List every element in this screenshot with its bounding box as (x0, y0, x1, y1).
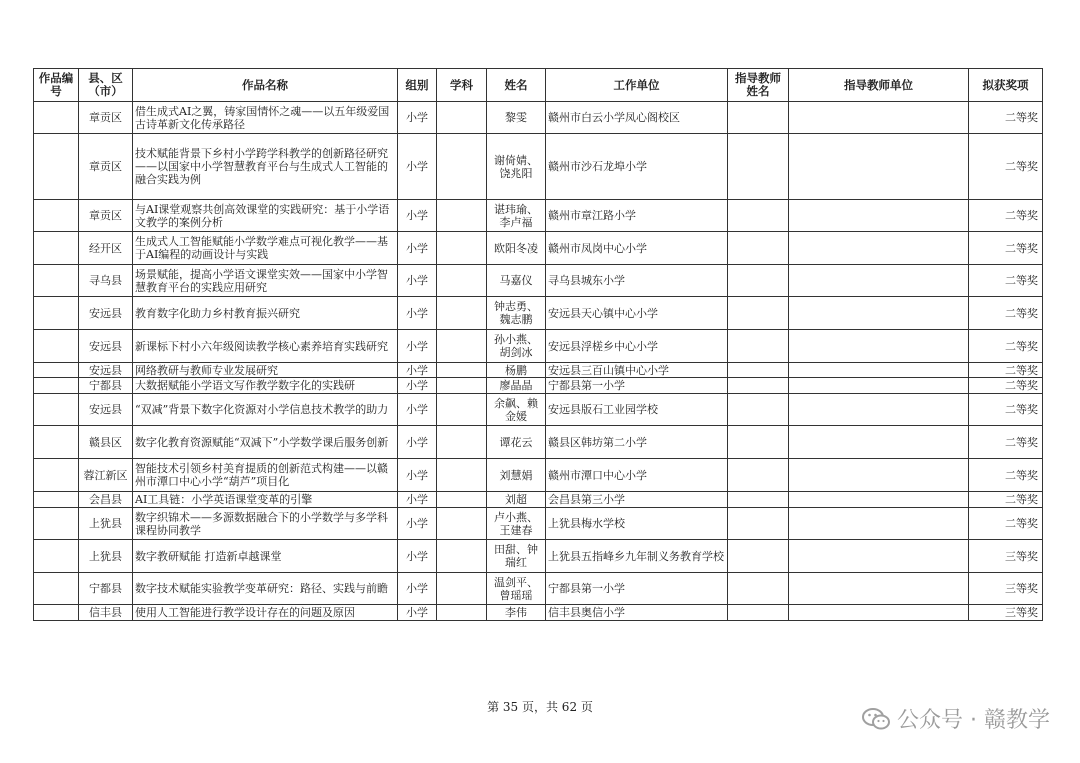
cell-name: 廖晶晶 (487, 378, 546, 394)
cell-teacher-name (728, 200, 789, 232)
cell-unit: 上犹县梅水学校 (546, 508, 728, 540)
cell-subject (437, 394, 487, 426)
cell-title: 网络教研与教师专业发展研究 (133, 363, 398, 378)
cell-county: 上犹县 (79, 540, 133, 573)
wechat-icon (861, 706, 891, 732)
cell-group: 小学 (398, 605, 437, 621)
cell-county: 蓉江新区 (79, 459, 133, 492)
cell-county: 寻乌县 (79, 265, 133, 297)
cell-name: 钟志勇、魏志鹏 (487, 297, 546, 330)
cell-teacher-unit (789, 540, 969, 573)
cell-teacher-unit (789, 297, 969, 330)
cell-name: 杨鹏 (487, 363, 546, 378)
table-header-row (34, 69, 1043, 102)
cell-subject (437, 200, 487, 232)
cell-unit: 赣州市凤岗中心小学 (546, 232, 728, 265)
cell-group: 小学 (398, 134, 437, 200)
cell-no (34, 378, 79, 394)
cell-teacher-name (728, 232, 789, 265)
cell-no (34, 508, 79, 540)
cell-group: 小学 (398, 363, 437, 378)
cell-subject (437, 459, 487, 492)
cell-unit: 安远县版石工业园学校 (546, 394, 728, 426)
cell-teacher-unit (789, 232, 969, 265)
cell-no (34, 232, 79, 265)
table-row (34, 508, 1043, 540)
cell-teacher-name (728, 378, 789, 394)
cell-award: 三等奖 (969, 573, 1043, 605)
cell-name: 卢小燕、王建春 (487, 508, 546, 540)
header-no: 作品编号 (34, 69, 79, 102)
cell-unit: 会昌县第三小学 (546, 492, 728, 508)
cell-unit: 赣州市白云小学凤心阁校区 (546, 102, 728, 134)
cell-subject (437, 573, 487, 605)
cell-group: 小学 (398, 459, 437, 492)
cell-subject (437, 605, 487, 621)
cell-no (34, 134, 79, 200)
table-row (34, 492, 1043, 508)
cell-teacher-unit (789, 394, 969, 426)
table-row (34, 426, 1043, 459)
cell-name: 谭花云 (487, 426, 546, 459)
table-row (34, 459, 1043, 492)
cell-subject (437, 540, 487, 573)
cell-name: 黎雯 (487, 102, 546, 134)
award-table (33, 68, 1043, 621)
cell-group: 小学 (398, 492, 437, 508)
header-teacher-name: 指导教师姓名 (728, 69, 789, 102)
cell-teacher-unit (789, 426, 969, 459)
cell-award: 二等奖 (969, 232, 1043, 265)
cell-county: 信丰县 (79, 605, 133, 621)
cell-subject (437, 426, 487, 459)
cell-unit: 上犹县五指峰乡九年制义务教育学校 (546, 540, 728, 573)
cell-name: 温剑平、曾瑶瑶 (487, 573, 546, 605)
cell-award: 二等奖 (969, 459, 1043, 492)
cell-unit: 宁都县第一小学 (546, 573, 728, 605)
cell-teacher-unit (789, 573, 969, 605)
cell-subject (437, 297, 487, 330)
table-row (34, 200, 1043, 232)
cell-county: 会昌县 (79, 492, 133, 508)
cell-county: 安远县 (79, 394, 133, 426)
cell-no (34, 394, 79, 426)
cell-teacher-unit (789, 492, 969, 508)
cell-no (34, 492, 79, 508)
table-row (34, 102, 1043, 134)
cell-no (34, 426, 79, 459)
header-unit: 工作单位 (546, 69, 728, 102)
cell-name: 田甜、钟瑞红 (487, 540, 546, 573)
table-row (34, 605, 1043, 621)
cell-teacher-unit (789, 200, 969, 232)
header-group: 组别 (398, 69, 437, 102)
cell-teacher-name (728, 508, 789, 540)
cell-county: 宁都县 (79, 378, 133, 394)
cell-title: 数字织锦术——多源数据融合下的小学数学与多学科课程协同教学 (133, 508, 398, 540)
header-name: 姓名 (487, 69, 546, 102)
cell-county: 安远县 (79, 297, 133, 330)
cell-award: 二等奖 (969, 330, 1043, 363)
cell-name: 马嘉仪 (487, 265, 546, 297)
cell-title: 生成式人工智能赋能小学数学难点可视化教学——基于AI编程的动画设计与实践 (133, 232, 398, 265)
cell-name: 余飙、赖金媛 (487, 394, 546, 426)
cell-title: 数字教研赋能 打造新卓越课堂 (133, 540, 398, 573)
cell-teacher-name (728, 459, 789, 492)
cell-no (34, 540, 79, 573)
cell-title: 使用人工智能进行教学设计存在的问题及原因 (133, 605, 398, 621)
cell-group: 小学 (398, 297, 437, 330)
cell-award: 三等奖 (969, 605, 1043, 621)
cell-teacher-name (728, 573, 789, 605)
table-row (34, 297, 1043, 330)
cell-no (34, 265, 79, 297)
table-row (34, 540, 1043, 573)
cell-subject (437, 134, 487, 200)
cell-award: 二等奖 (969, 363, 1043, 378)
cell-subject (437, 508, 487, 540)
cell-title: 数字化教育资源赋能“双减下”小学数学课后服务创新 (133, 426, 398, 459)
cell-no (34, 363, 79, 378)
cell-no (34, 102, 79, 134)
cell-title: 大数据赋能小学语文写作教学数字化的实践研 (133, 378, 398, 394)
cell-group: 小学 (398, 426, 437, 459)
cell-unit: 赣县区韩坊第二小学 (546, 426, 728, 459)
cell-group: 小学 (398, 200, 437, 232)
cell-title: 数字技术赋能实验教学变革研究：路径、实践与前瞻 (133, 573, 398, 605)
cell-teacher-unit (789, 378, 969, 394)
cell-unit: 赣州市沙石龙埠小学 (546, 134, 728, 200)
table-row (34, 394, 1043, 426)
cell-award: 二等奖 (969, 394, 1043, 426)
table-row (34, 378, 1043, 394)
cell-title: AI工具链：小学英语课堂变革的引擎 (133, 492, 398, 508)
cell-teacher-name (728, 134, 789, 200)
cell-teacher-unit (789, 134, 969, 200)
cell-teacher-unit (789, 605, 969, 621)
cell-no (34, 605, 79, 621)
cell-award: 二等奖 (969, 200, 1043, 232)
cell-teacher-unit (789, 508, 969, 540)
cell-teacher-unit (789, 363, 969, 378)
cell-title: 与AI课堂观察共创高效课堂的实践研究：基于小学语文教学的案例分析 (133, 200, 398, 232)
header-title: 作品名称 (133, 69, 398, 102)
cell-county: 经开区 (79, 232, 133, 265)
cell-award: 二等奖 (969, 508, 1043, 540)
cell-county: 赣县区 (79, 426, 133, 459)
header-county: 县、区（市） (79, 69, 133, 102)
cell-name: 李伟 (487, 605, 546, 621)
cell-title: 教育数字化助力乡村教育振兴研究 (133, 297, 398, 330)
cell-no (34, 297, 79, 330)
header-teacher-unit: 指导教师单位 (789, 69, 969, 102)
cell-subject (437, 492, 487, 508)
cell-subject (437, 232, 487, 265)
cell-no (34, 330, 79, 363)
cell-award: 二等奖 (969, 426, 1043, 459)
cell-group: 小学 (398, 573, 437, 605)
table-row (34, 573, 1043, 605)
page-number: 第 35 页，共 62 页 (487, 700, 593, 714)
cell-group: 小学 (398, 265, 437, 297)
cell-unit: 安远县天心镇中心小学 (546, 297, 728, 330)
cell-teacher-unit (789, 459, 969, 492)
table-row (34, 134, 1043, 200)
brand-watermark (861, 703, 1050, 734)
cell-award: 二等奖 (969, 297, 1043, 330)
cell-teacher-name (728, 605, 789, 621)
cell-group: 小学 (398, 232, 437, 265)
cell-teacher-unit (789, 102, 969, 134)
cell-teacher-unit (789, 330, 969, 363)
cell-no (34, 200, 79, 232)
table-row (34, 265, 1043, 297)
cell-group: 小学 (398, 508, 437, 540)
brand-text: 公众号 · 赣教学 (897, 708, 1050, 733)
cell-group: 小学 (398, 540, 437, 573)
cell-group: 小学 (398, 102, 437, 134)
cell-name: 刘超 (487, 492, 546, 508)
cell-subject (437, 265, 487, 297)
cell-teacher-name (728, 540, 789, 573)
cell-county: 上犹县 (79, 508, 133, 540)
cell-teacher-unit (789, 265, 969, 297)
cell-group: 小学 (398, 378, 437, 394)
cell-title: 场景赋能，提高小学语文课堂实效——国家中小学智慧教育平台的实践应用研究 (133, 265, 398, 297)
cell-unit: 宁都县第一小学 (546, 378, 728, 394)
cell-unit: 安远县浮槎乡中心小学 (546, 330, 728, 363)
cell-name: 孙小燕、胡剑冰 (487, 330, 546, 363)
cell-subject (437, 363, 487, 378)
cell-group: 小学 (398, 330, 437, 363)
cell-teacher-name (728, 492, 789, 508)
cell-award: 三等奖 (969, 540, 1043, 573)
cell-county: 章贡区 (79, 102, 133, 134)
cell-unit: 寻乌县城东小学 (546, 265, 728, 297)
cell-teacher-name (728, 426, 789, 459)
table-row (34, 363, 1043, 378)
cell-subject (437, 378, 487, 394)
cell-teacher-name (728, 297, 789, 330)
header-subject: 学科 (437, 69, 487, 102)
cell-teacher-name (728, 330, 789, 363)
cell-unit: 安远县三百山镇中心小学 (546, 363, 728, 378)
cell-title: 新课标下村小六年级阅读教学核心素养培育实践研究 (133, 330, 398, 363)
cell-no (34, 459, 79, 492)
cell-teacher-name (728, 363, 789, 378)
cell-unit: 赣州市潭口中心小学 (546, 459, 728, 492)
header-award: 拟获奖项 (969, 69, 1043, 102)
cell-county: 安远县 (79, 330, 133, 363)
cell-teacher-name (728, 102, 789, 134)
cell-subject (437, 330, 487, 363)
cell-county: 安远县 (79, 363, 133, 378)
cell-unit: 赣州市章江路小学 (546, 200, 728, 232)
cell-unit: 信丰县奥信小学 (546, 605, 728, 621)
cell-title: 技术赋能背景下乡村小学跨学科教学的创新路径研究——以国家中小学智慧教育平台与生成式人工智能的融合实践为例 (133, 134, 398, 200)
cell-group: 小学 (398, 394, 437, 426)
cell-county: 宁都县 (79, 573, 133, 605)
cell-county: 章贡区 (79, 200, 133, 232)
table-row (34, 232, 1043, 265)
cell-no (34, 573, 79, 605)
award-table-container (33, 68, 1043, 621)
cell-award: 二等奖 (969, 134, 1043, 200)
cell-award: 二等奖 (969, 378, 1043, 394)
cell-name: 谌玮瑜、李卢福 (487, 200, 546, 232)
cell-name: 谢倚婧、饶兆阳 (487, 134, 546, 200)
cell-award: 二等奖 (969, 492, 1043, 508)
cell-award: 二等奖 (969, 102, 1043, 134)
cell-teacher-name (728, 265, 789, 297)
table-row (34, 330, 1043, 363)
cell-county: 章贡区 (79, 134, 133, 200)
cell-name: 欧阳冬凌 (487, 232, 546, 265)
table-body (34, 102, 1043, 621)
cell-teacher-name (728, 394, 789, 426)
cell-title: 借生成式AI之翼，铸家国情怀之魂——以五年级爱国古诗革新文化传承路径 (133, 102, 398, 134)
cell-title: “双减”背景下数字化资源对小学信息技术教学的助力 (133, 394, 398, 426)
cell-award: 二等奖 (969, 265, 1043, 297)
cell-title: 智能技术引领乡村美育提质的创新范式构建——以赣州市潭口中心小学“葫芦”项目化 (133, 459, 398, 492)
cell-name: 刘慧娟 (487, 459, 546, 492)
cell-subject (437, 102, 487, 134)
